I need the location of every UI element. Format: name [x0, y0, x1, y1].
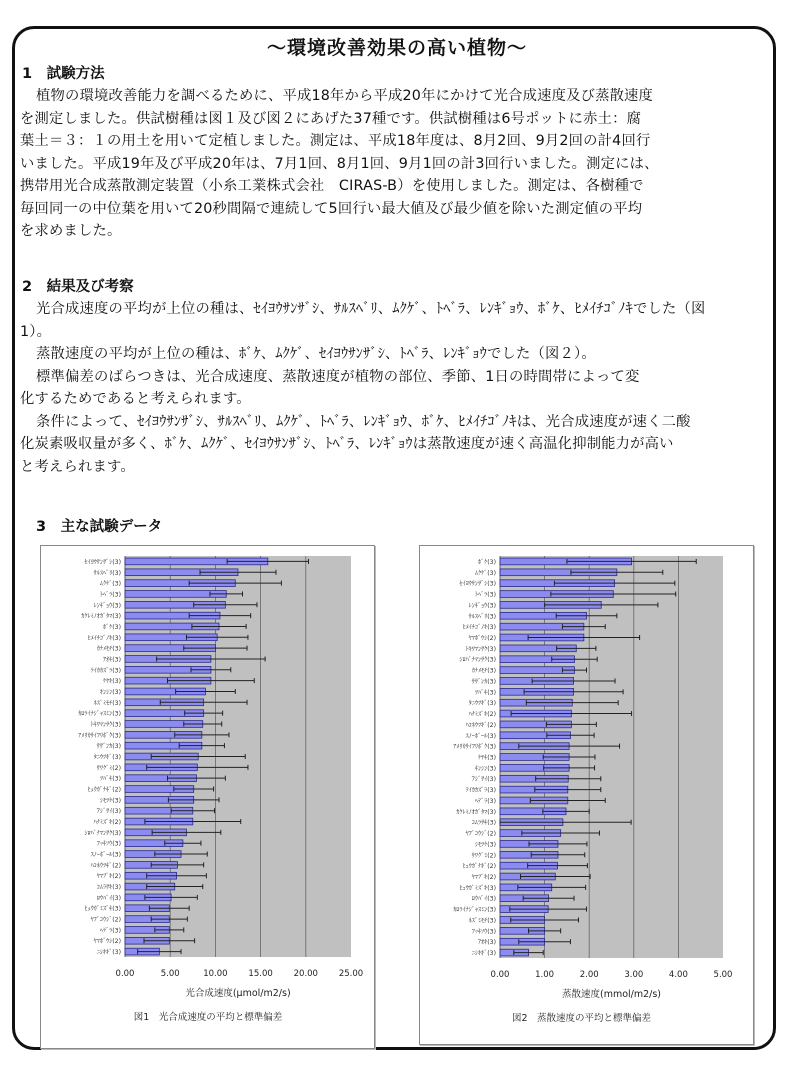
category-label: ｶﾛﾗｲﾅｼﾞｬｽﾐﾝ(3) — [78, 710, 121, 718]
category-label: ｷﾝｼﾝ(3) — [474, 765, 496, 773]
category-label: ﾚﾝｷﾞｮｳ(3) — [468, 602, 496, 610]
category-label: ﾚﾝｷﾞｮｳ(3) — [93, 602, 121, 610]
category-label: ﾔﾏﾌﾞｷ(2) — [471, 874, 496, 882]
category-label: ｱｵｷ(3) — [102, 656, 121, 664]
category-label: ﾄｷﾜﾏﾝｻｸ(3) — [465, 645, 496, 653]
results-line: 蒸散速度の平均が上位の種は、ﾎﾞｹ、ﾑｸｹﾞ、ｾｲﾖｳｻﾝｻﾞｼ、ﾄﾍﾞﾗ、ﾚﾝｷﾞｮｳでした（図２）。 — [36, 346, 596, 362]
category-label: ﾈｽﾞﾐﾓﾁ(3) — [93, 699, 121, 707]
x-axis-label: 光合成速度(μmol/m2/s) — [185, 988, 291, 999]
category-label: ｼﾛﾊﾞﾅﾏﾝｻｸ(3) — [84, 829, 121, 837]
category-label: ｻﾙｽﾍﾞﾘ(3) — [93, 569, 121, 577]
results-line: 化するためであると考えられます。 — [20, 391, 251, 407]
methods-line: を求めました。 — [20, 223, 122, 239]
category-label: ｽﾉｰﾎﾞｰﾙ(3) — [90, 851, 121, 859]
category-label: ﾊﾅﾐｽﾞｷ(2) — [468, 711, 496, 719]
chart-photosynthesis-svg — [41, 546, 374, 1048]
category-label: ﾀﾆｳﾂｷﾞ(3) — [468, 700, 496, 708]
category-label: ｻｻﾞﾝｶ(3) — [471, 678, 496, 686]
results-line: 光合成速度の平均が上位の種は、ｾｲﾖｳｻﾝｻﾞｼ、ｻﾙｽﾍﾞﾘ、ﾑｸｹﾞ、ﾄﾍﾞﾗ、ﾚﾝｷﾞｮｳ、ﾎﾞｹ、ﾋﾒｲﾁｺﾞﾉｷでした（図 — [36, 301, 706, 317]
category-label: ｶﾅﾒﾓﾁ(3) — [471, 667, 496, 675]
category-label: ﾄﾍﾞﾗ(3) — [99, 591, 121, 599]
category-label: ｻﾙｽﾍﾞﾘ(3) — [468, 613, 496, 621]
category-label: ﾋｭｳｶﾞﾐｽﾞｷ(3) — [459, 884, 496, 892]
category-label: ｶｸﾚﾐﾉｵｶﾞﾀﾏ(3) — [81, 613, 121, 621]
chart-transpiration — [419, 545, 754, 1045]
category-label: ｼﾓﾂｹ(3) — [474, 841, 496, 849]
category-label: ﾔﾏﾌﾞｷ(2) — [96, 873, 121, 881]
category-label: ｾｲﾖｳｻﾝｻﾞｼ(3) — [84, 558, 121, 566]
methods-line: 葉土＝３：１の用土を用いて定植しました。測定は、平成18年度は、8月2回、9月2回の計4回行 — [20, 133, 651, 149]
category-label: ﾌｯｷｿｳ(3) — [471, 928, 496, 936]
category-label: ｱｵｷ(3) — [477, 939, 496, 947]
category-label: ﾔﾏﾎﾞｳｼ(2) — [468, 634, 496, 642]
x-tick-label: 0.00 — [490, 970, 510, 980]
category-label: ｹﾔｷ(3) — [102, 678, 121, 686]
category-label: ﾋｭｳｶﾞﾅｷﾞ(2) — [462, 863, 496, 871]
results-line: 標準偏差のばらつきは、光合成速度、蒸散速度が植物の部位、季節、1日の時間帯によって変 — [36, 368, 640, 385]
category-label: ｱﾒﾘｶｻｲﾌﾘﾎﾞｸ(3) — [78, 732, 121, 740]
methods-line: 植物の環境改善能力を調べるために、平成18年から平成20年にかけて光合成速度及び蒸散速度 — [36, 88, 654, 104]
category-label: ﾋﾒｲﾁｺﾞﾉｷ(3) — [462, 624, 496, 632]
category-label: ﾎﾞｹ(3) — [477, 558, 496, 566]
x-tick-label: 5.00 — [713, 970, 733, 980]
category-label: ﾋｭｳｶﾞﾐｽﾞｷ(3) — [84, 905, 121, 913]
x-tick-label: 25.00 — [338, 969, 364, 979]
results-line: と考えられます。 — [20, 458, 135, 475]
category-label: ｶｸﾚﾐﾉｵｶﾞﾀﾏ(3) — [456, 808, 496, 816]
methods-line: 携帯用光合成蒸散測定装置（小糸工業株式会社 CIRAS-B）を使用しました。測定は、各樹種で — [20, 178, 644, 194]
results-line: 1）。 — [20, 323, 52, 340]
results-text — [20, 298, 772, 478]
category-label: ﾀﾆｳﾂｷﾞ(3) — [93, 754, 121, 761]
category-label: ｻﾜｸﾞﾐ(2) — [471, 852, 496, 860]
x-tick-label: 20.00 — [293, 969, 318, 979]
category-label: ﾛｳﾊﾞｲ(3) — [471, 895, 496, 903]
category-label: ﾊｺﾈｳﾂｷﾞ(2) — [465, 721, 496, 729]
category-label: ﾔﾌﾞｺｳｼﾞ(2) — [90, 916, 121, 924]
category-label: ﾍﾃﾞﾗ(3) — [99, 927, 121, 935]
x-tick-label: 4.00 — [668, 970, 688, 980]
category-label: ｱﾒﾘｶｻｲﾌﾘﾎﾞｸ(3) — [453, 743, 496, 751]
category-label: ﾔﾏﾎﾞｳｼ(2) — [93, 938, 121, 946]
category-label: ﾎﾞｹ(3) — [102, 623, 121, 631]
results-line: 条件によって、ｾｲﾖｳｻﾝｻﾞｼ、ｻﾙｽﾍﾞﾘ、ﾑｸｹﾞ、ﾄﾍﾞﾗ、ﾚﾝｷﾞｮｳ、ﾎﾞｹ、ﾋﾒｲﾁｺﾞﾉｷは、光合成速度が速く二酸 — [36, 413, 691, 430]
chart-transpiration-svg — [420, 546, 753, 1044]
x-tick-label: 5.00 — [160, 969, 180, 979]
results-line: 化炭素吸収量が多く、ﾎﾞｹ、ﾑｸｹﾞ、ｾｲﾖｳｻﾝｻﾞｼ、ﾄﾍﾞﾗ、ﾚﾝｷﾞｮｳは蒸散速度が速く高温化抑制能力が高い — [20, 436, 674, 452]
methods-line: いました。平成19年及び平成20年は、7月1回、8月1回、9月1回の計3回行いました。測定には、 — [20, 155, 659, 172]
category-label: ﾆｼｷｷﾞ(3) — [96, 949, 121, 957]
category-label: ﾆｼｷｷﾞ(3) — [471, 950, 496, 958]
methods-line: を測定しました。供試樹種は図１及び図２にあげた37種です。供試樹種は6号ポットに赤土：腐 — [20, 110, 642, 127]
x-tick-label: 2.00 — [579, 970, 599, 980]
category-label: ｷﾝｼﾝ(3) — [99, 688, 121, 696]
category-label: ｱｼﾞｻｲ(3) — [471, 776, 496, 784]
category-label: ﾌｯｷｿｳ(3) — [96, 840, 121, 848]
section-heading-results: 2 結果及び考察 — [22, 279, 134, 295]
category-label: ﾑｸｹﾞ(3) — [99, 580, 121, 588]
x-axis-label: 蒸散速度(mmol/m2/s) — [561, 989, 662, 1000]
category-label: ﾄｷﾜﾏﾝｻｸ(3) — [90, 721, 121, 729]
category-label: ｺﾑﾗｻｷ(3) — [471, 819, 496, 827]
category-label: ﾋｭｳｶﾞﾅｷﾞ(2) — [87, 786, 121, 794]
category-label: ｶﾅﾒﾓﾁ(3) — [96, 645, 121, 653]
x-tick-label: 3.00 — [624, 970, 644, 980]
category-label: ﾋﾒｲﾁｺﾞﾉｷ(3) — [87, 634, 121, 642]
category-label: ｹﾔｷ(3) — [477, 754, 496, 762]
category-label: ﾔﾌﾞｺｳｼﾞ(2) — [465, 830, 496, 838]
chart-photosynthesis — [40, 545, 375, 1049]
category-label: ﾛｳﾊﾞｲ(3) — [96, 894, 121, 902]
category-label: ﾊｺﾈｳﾂｷﾞ(2) — [90, 862, 121, 870]
x-tick-label: 1.00 — [535, 970, 555, 980]
category-label: ﾂﾊﾞｷ(3) — [474, 689, 496, 697]
category-label: ﾂﾊﾞｷ(3) — [99, 775, 121, 783]
category-label: ﾑｸｹﾞ(3) — [474, 569, 496, 577]
category-label: ｼﾛﾊﾞﾅﾏﾝｻｸ(3) — [459, 656, 496, 664]
chart-caption: 図2 蒸散速度の平均と標準偏差 — [511, 1013, 652, 1024]
x-tick-label: 0.00 — [115, 969, 135, 979]
x-tick-label: 10.00 — [203, 969, 228, 979]
x-tick-label: 15.00 — [248, 969, 273, 979]
category-label: ﾃｲｶｶｽﾞﾗ(3) — [90, 667, 121, 675]
category-label: ｻﾜｸﾞﾐ(2) — [96, 764, 121, 772]
category-label: ﾈｽﾞﾐﾓﾁ(3) — [468, 917, 496, 925]
category-label: ﾄﾍﾞﾗ(3) — [474, 591, 496, 599]
section-heading-methods: 1 試験方法 — [22, 66, 105, 82]
category-label: ｾｲﾖｳｻﾝｻﾞｼ(3) — [459, 580, 496, 588]
category-label: ﾍﾃﾞﾗ(3) — [474, 797, 496, 805]
category-label: ｻｻﾞﾝｶ(3) — [96, 743, 121, 751]
category-label: ｼﾓﾂｹ(3) — [99, 797, 121, 805]
category-label: ﾃｲｶｶｽﾞﾗ(3) — [465, 787, 496, 795]
page-title: ～環境改善効果の高い植物～ — [266, 37, 527, 59]
category-label: ｺﾑﾗｻｷ(3) — [96, 884, 121, 892]
category-label: ｱｼﾞｻｲ(3) — [96, 808, 121, 816]
methods-text — [20, 85, 772, 243]
category-label: ｽﾉｰﾎﾞｰﾙ(3) — [465, 732, 496, 740]
chart-caption: 図1 光合成速度の平均と標準偏差 — [133, 1012, 283, 1023]
category-label: ﾊﾅﾐｽﾞｷ(2) — [93, 819, 121, 827]
section-heading-data: 3 主な試験データ — [36, 519, 163, 535]
category-label: ｶﾛﾗｲﾅｼﾞｬｽﾐﾝ(3) — [453, 906, 496, 914]
methods-line: 毎回同一の中位葉を用いて20秒間隔で連続して5回行い最大値及び最少値を除いた測定値の平均 — [20, 200, 643, 217]
